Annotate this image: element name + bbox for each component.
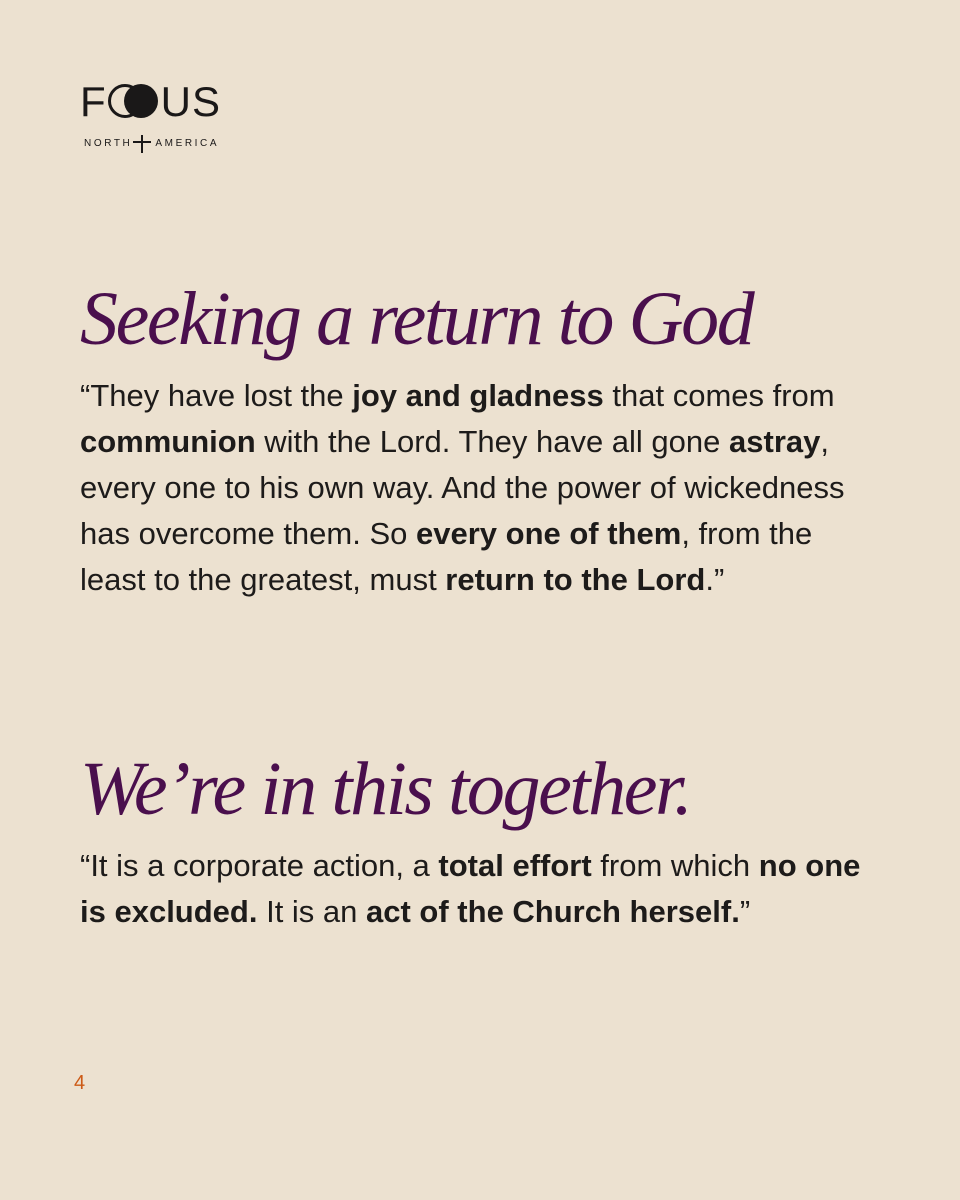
quote-2-bold: no one is excluded. — [80, 848, 861, 929]
quote-1-text: , every one to his own way. And the power of wickedness has overcome them. So — [80, 424, 845, 551]
quote-1 — [80, 373, 870, 603]
quote-1-bold: astray — [729, 424, 821, 459]
quote-2-bold: act of the Church herself. — [366, 894, 740, 929]
quote-2 — [80, 843, 870, 935]
logo-sub-america: AMERICA — [155, 137, 220, 149]
logo-sub-north: NORTH — [84, 137, 133, 149]
logo-wordmark — [80, 80, 230, 124]
quote-1-text: with the Lord. They have all gone — [255, 424, 730, 459]
quote-1-text: .” — [705, 562, 725, 597]
quote-1-bold: communion — [80, 424, 256, 459]
quote-1-bold: return to the Lord — [445, 562, 706, 597]
logo-letters-us: US — [160, 78, 222, 125]
quote-1-text: that comes from — [603, 378, 835, 413]
quote-1-bold: joy and gladness — [352, 378, 604, 413]
logo-subtitle — [84, 136, 230, 150]
quote-2-text: ” — [739, 894, 751, 929]
logo-overlapping-circles-icon — [108, 84, 160, 120]
quote-2-text: from which — [591, 848, 759, 883]
quote-2-bold: total effort — [438, 848, 592, 883]
quote-1-text: , from the least to the greatest, must — [80, 516, 813, 597]
quote-2-text: “It is a corporate action, a — [80, 848, 439, 883]
section-heading-2: We’re in this together. — [80, 747, 691, 831]
focus-logo — [80, 80, 230, 150]
cross-icon — [133, 136, 151, 150]
section-heading-1: Seeking a return to God — [80, 277, 753, 361]
logo-letter-f: F — [80, 78, 107, 125]
quote-1-bold: every one of them — [416, 516, 682, 551]
quote-2-text: It is an — [257, 894, 367, 929]
quote-1-text: “They have lost the — [80, 378, 353, 413]
page-number: 4 — [74, 1072, 86, 1094]
